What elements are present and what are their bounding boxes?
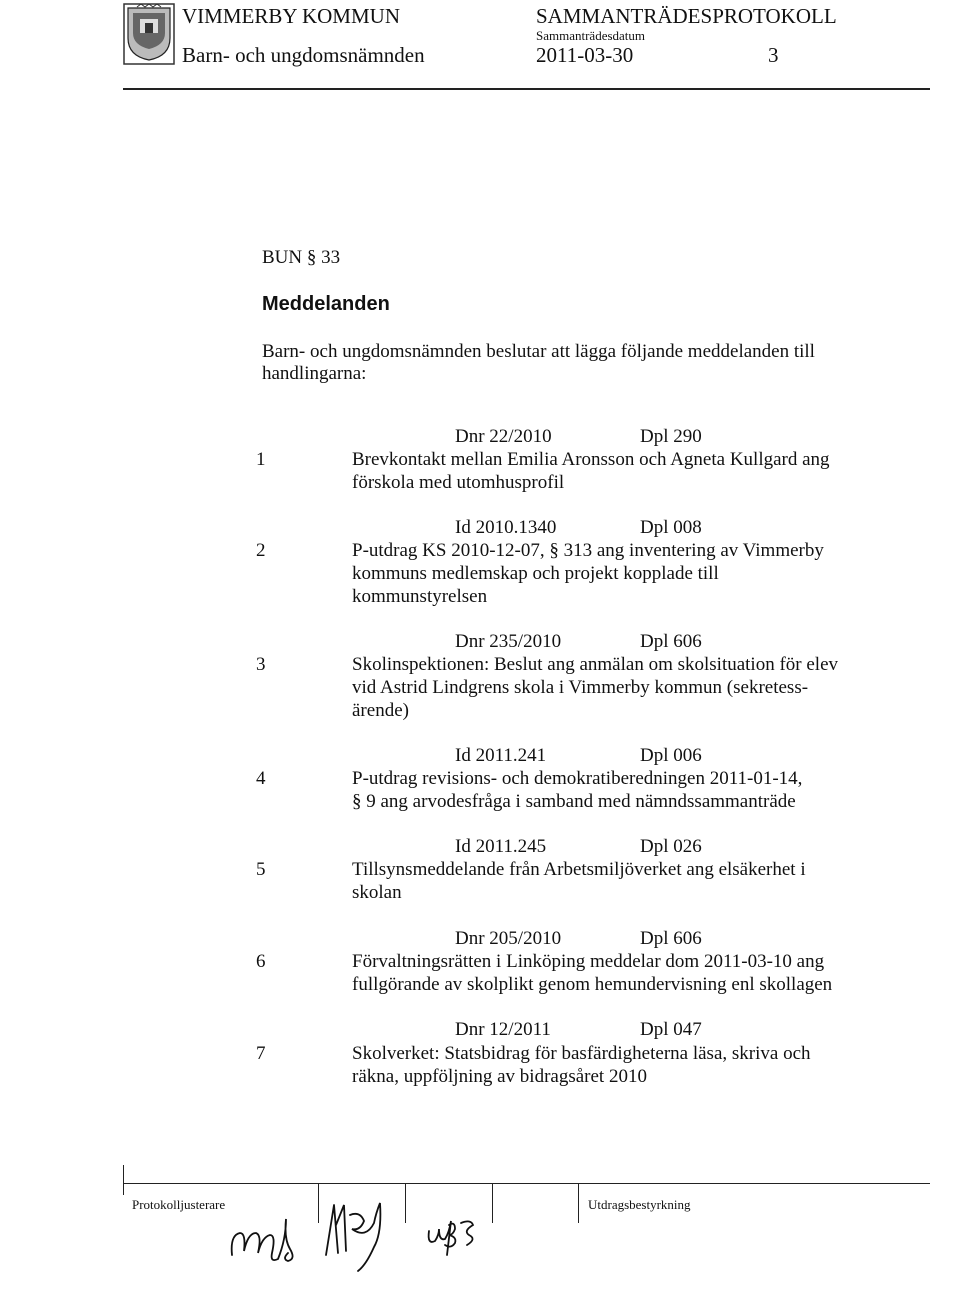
date-label: Sammanträdesdatum (536, 28, 646, 43)
item-reference: Dnr 205/2010 (455, 928, 562, 949)
certification-label: Utdragsbestyrkning (588, 1197, 691, 1212)
item-text-line: kommunstyrelsen (352, 586, 488, 607)
meeting-date: 2011-03-30 (536, 43, 634, 67)
item-text-line: P-utdrag KS 2010-12-07, § 313 ang inventering av Vimmerby (352, 540, 824, 561)
item-number: 4 (256, 768, 266, 789)
item-text-line: Tillsynsmeddelande från Arbetsmiljöverket ang elsäkerhet i (352, 859, 806, 880)
committee-name: Barn- och ungdomsnämnden (182, 43, 425, 67)
footer-divider (123, 1183, 930, 1184)
municipality-crest-icon (123, 3, 175, 65)
item-text-line: P-utdrag revisions- och demokratiberedningen 2011-01-14, (352, 768, 803, 789)
item-number: 7 (256, 1043, 266, 1064)
item-text-line: kommuns medlemskap och projekt kopplade till (352, 563, 719, 584)
item-number: 2 (256, 540, 266, 561)
item-text-line: Brevkontakt mellan Emilia Aronsson och Agneta Kullgard ang (352, 449, 830, 470)
document-type: SAMMANTRÄDESPROTOKOLL (536, 4, 837, 28)
item-text-line: Skolinspektionen: Beslut ang anmälan om skolsituation för elev (352, 654, 839, 675)
item-dpl: Dpl 008 (640, 517, 702, 538)
section-title: Meddelanden (262, 293, 390, 315)
section-reference: BUN § 33 (262, 247, 341, 268)
signature-3-icon (423, 1195, 483, 1285)
footer-divider-left (123, 1165, 124, 1195)
intro-line-1: Barn- och ungdomsnämnden beslutar att lägga följande meddelanden till (262, 341, 815, 362)
item-text-line: ärende) (352, 700, 409, 721)
signature-1-icon (226, 1195, 296, 1285)
municipality-name: VIMMERBY KOMMUN (182, 4, 400, 28)
item-dpl: Dpl 047 (640, 1019, 702, 1040)
item-number: 1 (256, 449, 266, 470)
footer-divider (405, 1183, 406, 1223)
item-number: 6 (256, 951, 266, 972)
item-number: 5 (256, 859, 266, 880)
item-text-line: förskola med utomhusprofil (352, 472, 565, 493)
intro-line-2: handlingarna: (262, 363, 367, 384)
item-text-line: Skolverket: Statsbidrag för basfärdigheterna läsa, skriva och (352, 1043, 811, 1064)
item-text-line: Förvaltningsrätten i Linköping meddelar dom 2011-03-10 ang (352, 951, 825, 972)
item-reference: Id 2010.1340 (455, 517, 557, 538)
item-text-line: vid Astrid Lindgrens skola i Vimmerby kommun (sekretess- (352, 677, 809, 698)
item-reference: Id 2011.245 (455, 836, 547, 857)
item-text-line: § 9 ang arvodesfråga i samband med nämndssammanträde (352, 791, 796, 812)
item-dpl: Dpl 026 (640, 836, 702, 857)
item-dpl: Dpl 006 (640, 745, 702, 766)
item-text-line: räkna, uppföljning av bidragsåret 2010 (352, 1066, 647, 1087)
footer-divider (318, 1183, 319, 1223)
item-dpl: Dpl 290 (640, 426, 702, 447)
item-text-line: skolan (352, 882, 402, 903)
item-reference: Dnr 22/2010 (455, 426, 552, 447)
item-dpl: Dpl 606 (640, 928, 702, 949)
footer-divider (578, 1183, 579, 1223)
signature-2-icon (322, 1195, 402, 1285)
item-text-line: fullgörande av skolplikt genom hemundervisning enl skollagen (352, 974, 833, 995)
item-reference: Dnr 235/2010 (455, 631, 562, 652)
item-number: 3 (256, 654, 266, 675)
header-divider (123, 88, 930, 90)
item-reference: Dnr 12/2011 (455, 1019, 551, 1040)
item-dpl: Dpl 606 (640, 631, 702, 652)
item-reference: Id 2011.241 (455, 745, 547, 766)
page-number: 3 (768, 43, 779, 67)
footer-divider (492, 1183, 493, 1223)
adjusters-label: Protokolljusterare (132, 1197, 226, 1212)
